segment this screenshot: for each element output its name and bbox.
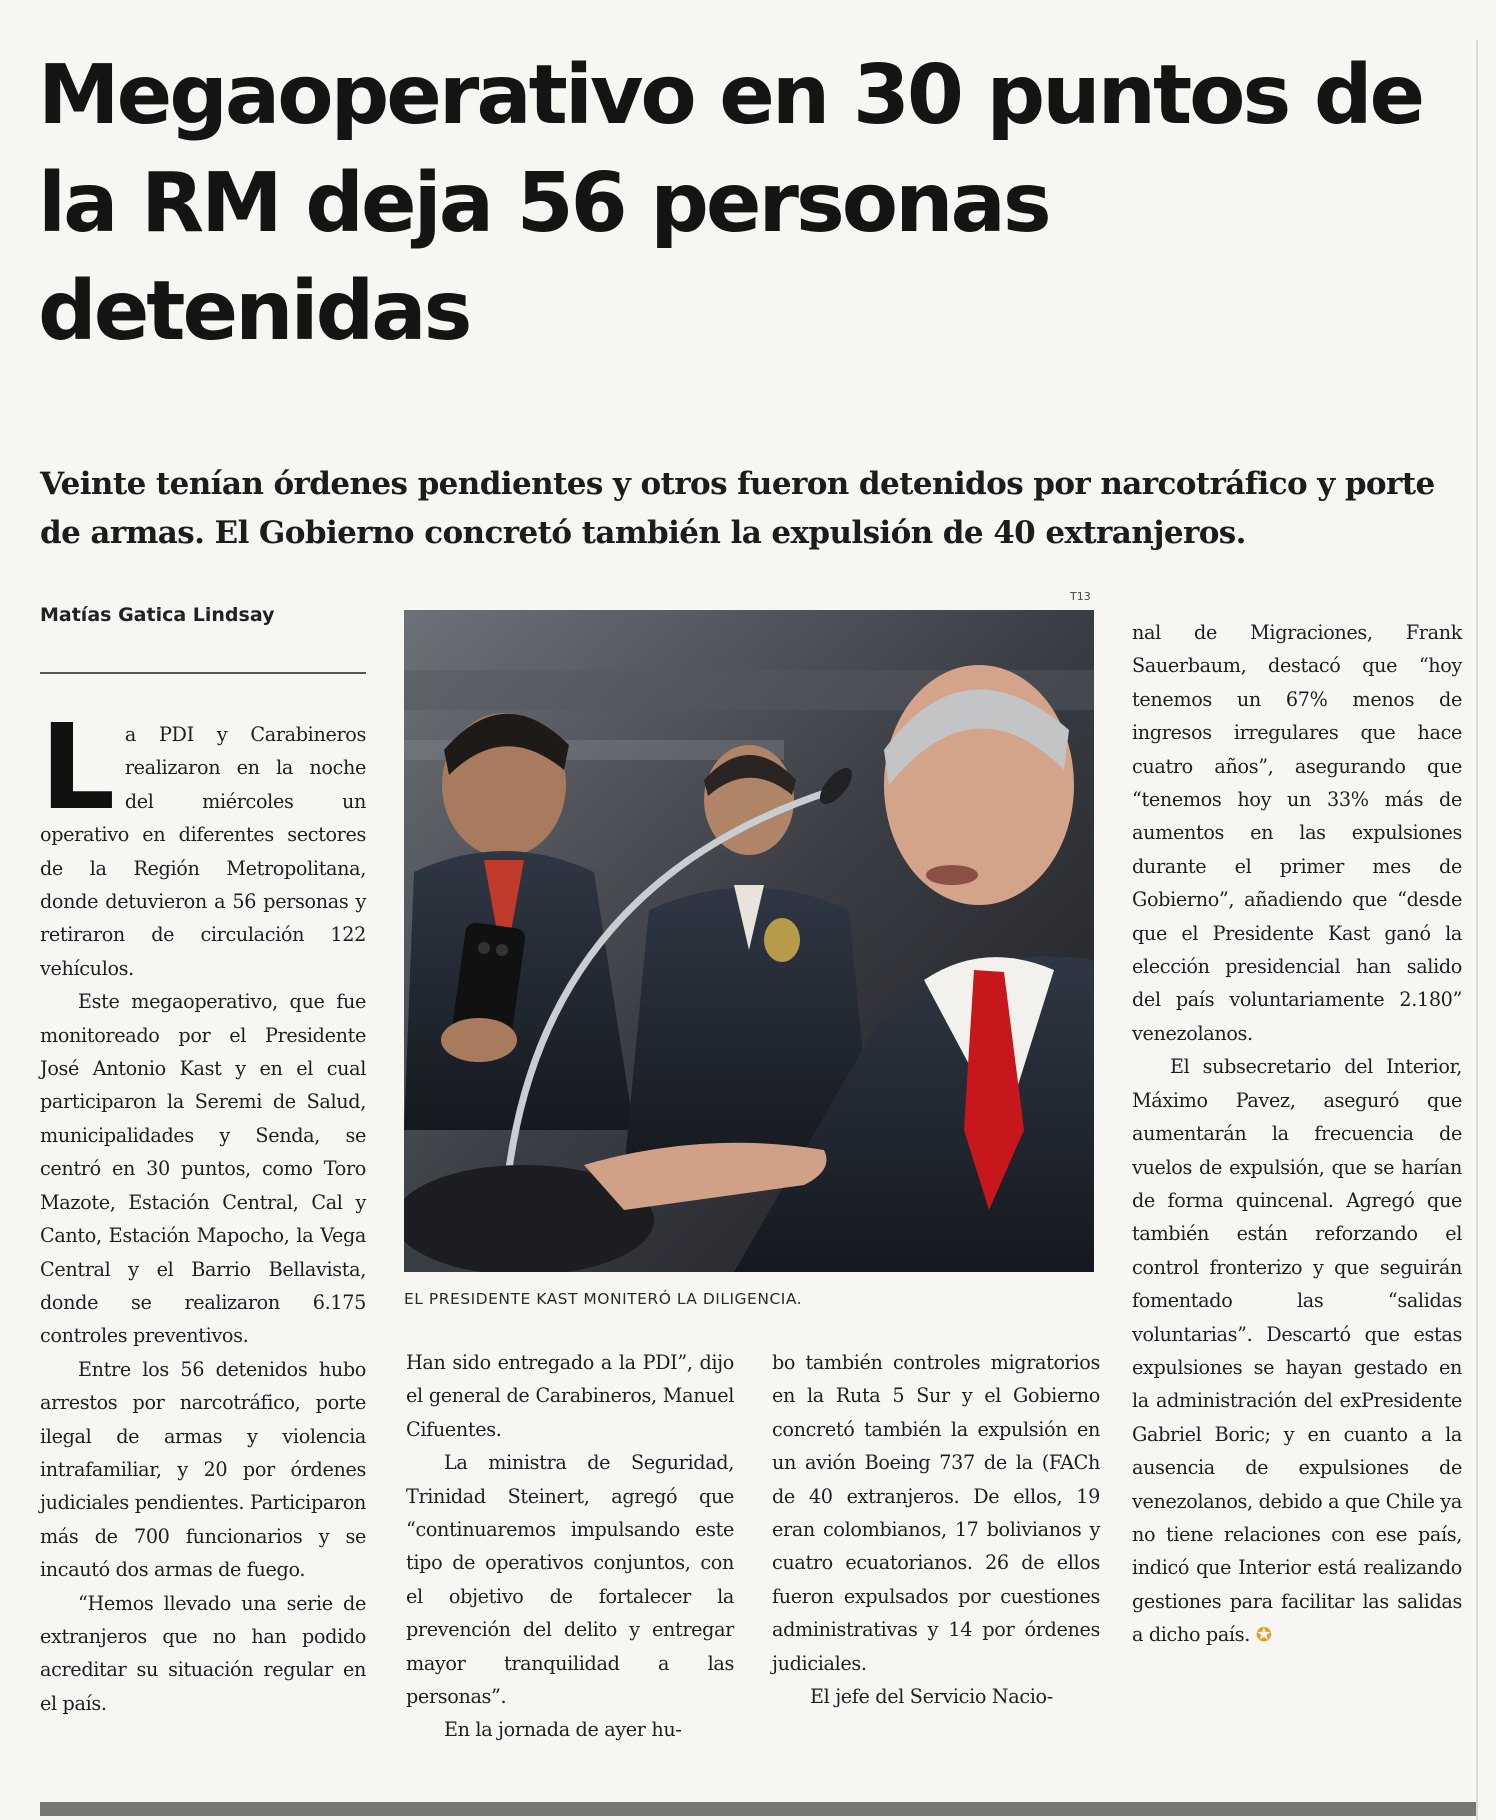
page-edge-rule: [1476, 40, 1478, 1820]
text-column-2: [406, 1346, 734, 1747]
paragraph: [1132, 1050, 1462, 1651]
text-column-1: [40, 698, 366, 1720]
paragraph: “Hemos llevado una serie de extranjeros que no han podido acreditar su situación regular en el país.: [40, 1591, 366, 1715]
drop-cap: L: [40, 698, 115, 836]
news-photo: [404, 610, 1094, 1272]
paragraph-text: El subsecretario del Interior, Máximo Pavez, aseguró que aumentarán la frecuencia de vuelos de expulsión, que se harían de forma quincenal. Agregó que también están reforzando el control fronterizo y que seguirán fomentado las “salidas voluntarias”. Descartó que estas expulsiones se hayan gestado en la administración del exPresidente Gabriel Boric; y en cuanto a la ausencia de expulsiones de venezolanos, debido a que Chile ya no tiene relaciones con ese país, indicó que Interior está realizando gestiones para facilitar las salidas a dicho país.: [1132, 1055, 1462, 1647]
headline: Megaoperativo en 30 puntos de la RM deja 56 personas detenidas: [38, 48, 1423, 359]
footer-bar: [40, 1802, 1476, 1816]
deck-subtitle: Veinte tenían órdenes pendientes y otros fueron detenidos por narcotráfico y porte de armas. El Gobierno concretó también la expulsión de 40 extranjeros.: [40, 466, 1435, 551]
paragraph: bo también controles migratorios en la Ruta 5 Sur y el Gobierno concretó también la expulsión en un avión Boeing 737 de la (FACh de 40 extranjeros. De ellos, 19 eran colombianos, 17 bolivianos y cuatro ecuatorianos. 26 de ellos fueron expulsados por cuestiones administrativas y 14 por órdenes judiciales.: [772, 1351, 1100, 1675]
byline-divider: [40, 672, 366, 674]
paragraph: El jefe del Servicio Nacio-: [810, 1685, 1053, 1709]
photo-caption: EL PRESIDENTE KAST MONITERÓ LA DILIGENCIA.: [404, 1290, 803, 1308]
paragraph: En la jornada de ayer hu-: [444, 1718, 682, 1742]
end-of-article-icon: ✪: [1255, 1623, 1272, 1647]
paragraph: Han sido entregado a la PDI”, dijo el general de Carabineros, Manuel Cifuentes.: [406, 1351, 734, 1441]
text-column-4: [1132, 616, 1462, 1652]
text-column-3: [772, 1346, 1100, 1713]
paragraph: [40, 698, 366, 985]
photo-credit-tag: T13: [1070, 590, 1091, 603]
paragraph: Entre los 56 detenidos hubo arrestos por narcotráfico, porte ilegal de armas y violencia intrafamiliar, y 20 por órdenes judiciales pendientes. Participaron más de 700 funcionarios y se incautó dos armas de fuego.: [40, 1357, 366, 1582]
paragraph: La ministra de Seguridad, Trinidad Steinert, agregó que “continuaremos impulsando este tipo de operativos conjuntos, con el objetivo de fortalecer la prevención del delito y entregar mayor tranquilidad a las personas”.: [406, 1451, 734, 1709]
photo-illustration: [404, 610, 1094, 1272]
paragraph: Este megaoperativo, que fue monitoreado por el Presidente José Antonio Kast y en el cual participaron la Seremi de Salud, municipalidades y Senda, se centró en 30 puntos, como Toro Mazote, Estación Central, Cal y Canto, Estación Mapocho, la Vega Central y el Barrio Bellavista, donde se realizaron 6.175 controles preventivos.: [40, 990, 366, 1348]
paragraph: nal de Migraciones, Frank Sauerbaum, destacó que “hoy tenemos un 67% menos de ingresos irregulares que hace cuatro años”, asegurando que “tenemos hoy un 33% más de aumentos en las expulsiones durante el primer mes de Gobierno”, añadiendo que “desde que el Presidente Kast ganó la elección presidencial han salido del país voluntariamente 2.180” venezolanos.: [1132, 621, 1462, 1045]
paragraph-text: a PDI y Carabineros realizaron en la noche del miércoles un operativo en diferentes sectores de la Región Metropolitana, donde detuvieron a 56 personas y retiraron de circulación 122 vehículos.: [40, 723, 366, 980]
byline: Matías Gatica Lindsay: [40, 604, 275, 626]
